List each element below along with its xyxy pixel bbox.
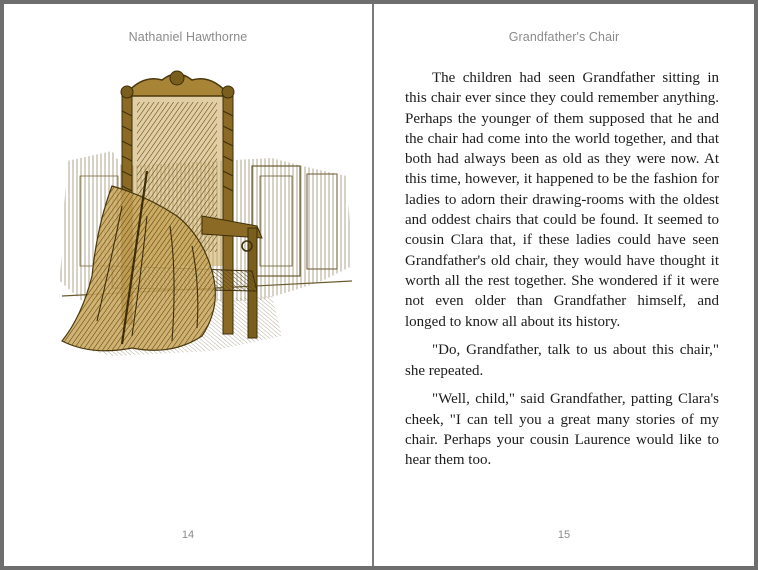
right-page[interactable] [374,4,754,566]
page-body-text [405,68,719,500]
chair-illustration [52,66,352,371]
running-head-author: Nathaniel Hawthorne [128,30,248,44]
page-number-right: 15 [557,529,571,541]
page-number-left: 14 [181,529,195,541]
left-page[interactable] [4,4,372,566]
paragraph: "Do, Grandfather, talk to us about this chair," she repeated. [405,342,719,379]
paragraph: The children had seen Grandfather sitting in this chair ever since they could remember anything. Perhaps the younger of them supposed that he and the chair had come into the world together, and that both had always been as old as they were now. At this time, however, it happened to be the fashion for ladies to adorn their drawing-rooms with the oldest and oddest chairs that could be found. It seemed to cousin Clara that, if these ladies could have seen Grandfather's old chair, they would have thought it worth all the rest together. She wondered if it were not even older than Grandfather himself, and longed to know all about its history. [405,70,719,330]
paragraph: "Well, child," said Grandfather, patting Clara's cheek, "I can tell you a great many stories of my chair. Perhaps your cousin Laurence would like to hear them too. [405,391,719,469]
running-head-title: Grandfather's Chair [508,30,620,44]
